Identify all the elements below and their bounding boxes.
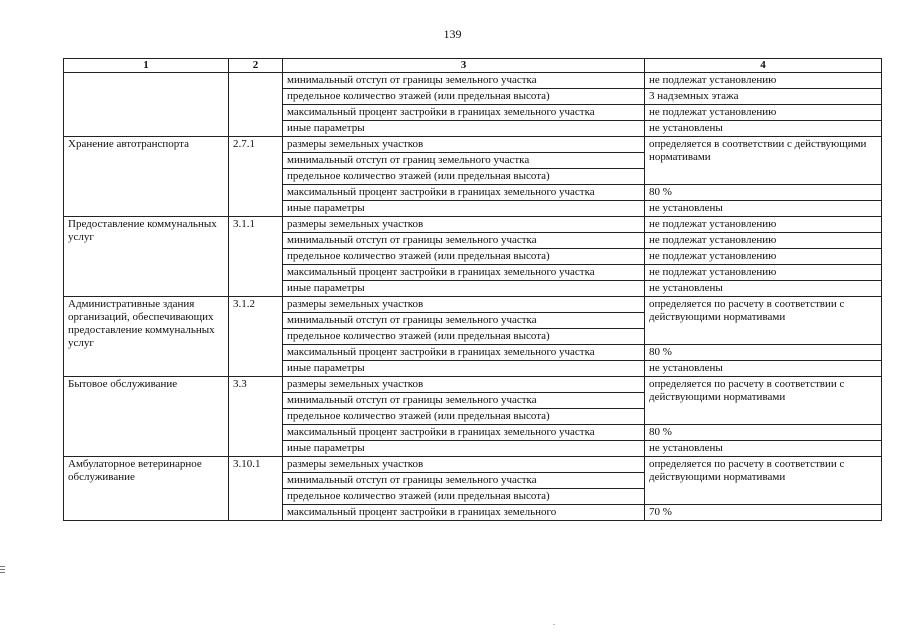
use-type-cell: Предоставление коммунальных услуг (64, 217, 229, 297)
param-cell: иные параметры (283, 121, 645, 137)
value-cell: 3 надземных этажа (645, 89, 882, 105)
column-header: 1 (64, 59, 229, 73)
param-cell: предельное количество этажей (или предельная высота) (283, 409, 645, 425)
use-code-cell (229, 73, 283, 137)
param-cell: иные параметры (283, 361, 645, 377)
param-cell: размеры земельных участков (283, 137, 645, 153)
param-cell: минимальный отступ от границы земельного участка (283, 73, 645, 89)
value-cell: не подлежат установлению (645, 249, 882, 265)
param-cell: минимальный отступ от границы земельного участка (283, 473, 645, 489)
scan-artifact-mark (0, 569, 5, 570)
param-cell: предельное количество этажей (или предельная высота) (283, 169, 645, 185)
table-row (64, 137, 882, 153)
land-use-regulations-table (63, 58, 882, 521)
table-header-row (64, 59, 882, 73)
column-header: 4 (645, 59, 882, 73)
param-cell: минимальный отступ от границ земельного участка (283, 153, 645, 169)
use-code-cell: 3.1.1 (229, 217, 283, 297)
table-row (64, 377, 882, 393)
value-cell: не установлены (645, 281, 882, 297)
value-cell: не установлены (645, 121, 882, 137)
param-cell: иные параметры (283, 201, 645, 217)
use-code-cell: 2.7.1 (229, 137, 283, 217)
table-row (64, 297, 882, 313)
value-cell: не установлены (645, 361, 882, 377)
param-cell: предельное количество этажей (или предельная высота) (283, 329, 645, 345)
param-cell: максимальный процент застройки в границах земельного участка (283, 265, 645, 281)
scan-artifact-mark (0, 572, 5, 573)
param-cell: минимальный отступ от границы земельного участка (283, 233, 645, 249)
value-cell: не установлены (645, 201, 882, 217)
column-header: 3 (283, 59, 645, 73)
value-cell: 80 % (645, 425, 882, 441)
value-cell: не подлежат установлению (645, 233, 882, 249)
param-cell: максимальный процент застройки в границах земельного участка (283, 185, 645, 201)
param-cell: максимальный процент застройки в границах земельного (283, 505, 645, 521)
param-cell: максимальный процент застройки в границах земельного участка (283, 425, 645, 441)
value-cell: определяется по расчету в соответствии с действующими нормативами (645, 377, 882, 425)
use-type-cell: Административные здания организаций, обеспечивающих предоставление коммунальных услуг (64, 297, 229, 377)
value-cell: 80 % (645, 185, 882, 201)
table-row (64, 73, 882, 89)
use-type-cell: Бытовое обслуживание (64, 377, 229, 457)
column-header: 2 (229, 59, 283, 73)
param-cell: минимальный отступ от границы земельного участка (283, 393, 645, 409)
param-cell: размеры земельных участков (283, 297, 645, 313)
param-cell: максимальный процент застройки в границах земельного участка (283, 105, 645, 121)
page-number: 139 (443, 27, 462, 41)
param-cell: размеры земельных участков (283, 377, 645, 393)
scan-artifact-mark (0, 566, 5, 567)
param-cell: иные параметры (283, 441, 645, 457)
table-row (64, 217, 882, 233)
value-cell: не подлежат установлению (645, 217, 882, 233)
scan-artifact-speck (553, 624, 555, 625)
value-cell: определяется по расчету в соответствии с действующими нормативами (645, 457, 882, 505)
use-type-cell: Хранение автотранспорта (64, 137, 229, 217)
value-cell: 80 % (645, 345, 882, 361)
param-cell: минимальный отступ от границы земельного участка (283, 313, 645, 329)
use-code-cell: 3.1.2 (229, 297, 283, 377)
value-cell: не подлежат установлению (645, 105, 882, 121)
param-cell: размеры земельных участков (283, 217, 645, 233)
value-cell: не подлежат установлению (645, 265, 882, 281)
use-code-cell: 3.10.1 (229, 457, 283, 521)
param-cell: размеры земельных участков (283, 457, 645, 473)
value-cell: определяется по расчету в соответствии с действующими нормативами (645, 297, 882, 345)
param-cell: иные параметры (283, 281, 645, 297)
param-cell: максимальный процент застройки в границах земельного участка (283, 345, 645, 361)
param-cell: предельное количество этажей (или предельная высота) (283, 489, 645, 505)
value-cell: не установлены (645, 441, 882, 457)
table-row (64, 457, 882, 473)
param-cell: предельное количество этажей (или предельная высота) (283, 89, 645, 105)
value-cell: 70 % (645, 505, 882, 521)
use-code-cell: 3.3 (229, 377, 283, 457)
value-cell: определяется в соответствии с действующими нормативами (645, 137, 882, 185)
param-cell: предельное количество этажей (или предельная высота) (283, 249, 645, 265)
use-type-cell (64, 73, 229, 137)
value-cell: не подлежат установлению (645, 73, 882, 89)
use-type-cell: Амбулаторное ветеринарное обслуживание (64, 457, 229, 521)
